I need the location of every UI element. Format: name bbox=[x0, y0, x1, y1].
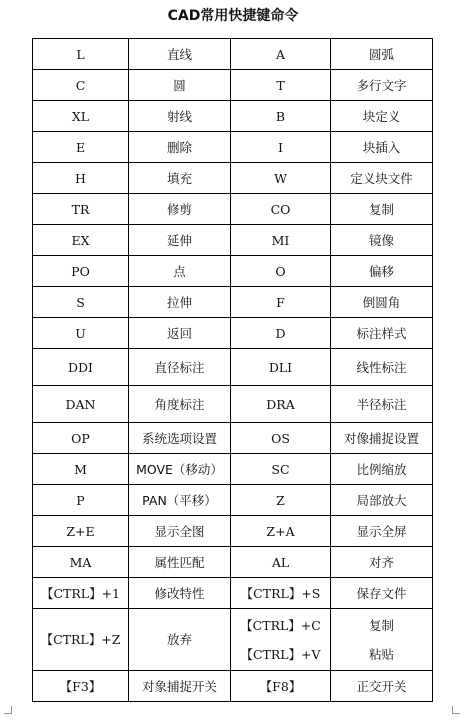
table-row bbox=[33, 163, 433, 194]
table-row bbox=[33, 547, 433, 578]
command-name-cell: 定义块文件 bbox=[331, 163, 433, 194]
command-name-cell: 返回 bbox=[129, 318, 231, 349]
command-name-cell: 直径标注 bbox=[129, 349, 231, 386]
command-name-cell: 属性匹配 bbox=[129, 547, 231, 578]
shortcut-key-cell: DDI bbox=[33, 349, 129, 386]
shortcut-key-cell: OP bbox=[33, 423, 129, 454]
shortcut-key-cell: D bbox=[231, 318, 331, 349]
table-row bbox=[33, 318, 433, 349]
command-name-text: 放弃 bbox=[166, 632, 192, 647]
command-name-cell: 镜像 bbox=[331, 225, 433, 256]
command-name-cell: 圆弧 bbox=[331, 39, 433, 70]
command-name-cell: 偏移 bbox=[331, 256, 433, 287]
table-row bbox=[33, 423, 433, 454]
command-name-text: 复制 bbox=[368, 617, 394, 633]
command-name-cell: 延伸 bbox=[129, 225, 231, 256]
table-row bbox=[33, 454, 433, 485]
shortcut-key-cell: SC bbox=[231, 454, 331, 485]
command-name-cell: 对象捕捉开关 bbox=[129, 671, 231, 702]
shortcut-key-cell: 【CTRL】+S bbox=[231, 578, 331, 609]
shortcut-key-text: 【CTRL】+V bbox=[240, 646, 321, 662]
command-name-cell: 圆 bbox=[129, 70, 231, 101]
table-row bbox=[33, 287, 433, 318]
shortcut-key-cell: U bbox=[33, 318, 129, 349]
command-name-cell: 修剪 bbox=[129, 194, 231, 225]
shortcut-key-cell: EX bbox=[33, 225, 129, 256]
shortcut-key-cell: L bbox=[33, 39, 129, 70]
shortcut-key-cell: A bbox=[231, 39, 331, 70]
shortcut-key-cell: S bbox=[33, 287, 129, 318]
command-name-cell: 显示全屏 bbox=[331, 516, 433, 547]
shortcut-key-cell: 【CTRL】+1 bbox=[33, 578, 129, 609]
table-row bbox=[33, 194, 433, 225]
command-name-cell bbox=[129, 609, 231, 671]
shortcut-key-text: 【CTRL】+C bbox=[240, 617, 321, 633]
table-row bbox=[33, 132, 433, 163]
command-name-cell: 倒圆角 bbox=[331, 287, 433, 318]
shortcut-key-text: 【CTRL】+Z bbox=[40, 632, 121, 647]
command-name-cell: 块插入 bbox=[331, 132, 433, 163]
shortcut-key-cell bbox=[33, 609, 129, 671]
shortcut-key-cell: B bbox=[231, 101, 331, 132]
shortcut-key-cell: DRA bbox=[231, 386, 331, 423]
table-row bbox=[33, 70, 433, 101]
command-name-cell: 填充 bbox=[129, 163, 231, 194]
command-name-cell: 对像捕捉设置 bbox=[331, 423, 433, 454]
shortcut-key-cell: PO bbox=[33, 256, 129, 287]
table-row bbox=[33, 578, 433, 609]
command-name-cell: 显示全图 bbox=[129, 516, 231, 547]
table-row bbox=[33, 386, 433, 423]
table-row bbox=[33, 671, 433, 702]
shortcut-key-cell: TR bbox=[33, 194, 129, 225]
command-name-cell: 局部放大 bbox=[331, 485, 433, 516]
shortcut-key-cell: DAN bbox=[33, 386, 129, 423]
shortcut-key-cell: E bbox=[33, 132, 129, 163]
table-row bbox=[33, 516, 433, 547]
shortcut-key-cell: 【F3】 bbox=[33, 671, 129, 702]
shortcut-key-cell: 【F8】 bbox=[231, 671, 331, 702]
shortcut-table-body bbox=[33, 39, 433, 702]
command-name-cell: 拉伸 bbox=[129, 287, 231, 318]
shortcut-key-cell: Z+E bbox=[33, 516, 129, 547]
shortcut-key-cell: OS bbox=[231, 423, 331, 454]
command-name-cell bbox=[331, 609, 433, 671]
page-corner-mark-left bbox=[4, 706, 12, 714]
command-name-cell: 修改特性 bbox=[129, 578, 231, 609]
shortcut-key-cell: M bbox=[33, 454, 129, 485]
command-name-cell: 保存文件 bbox=[331, 578, 433, 609]
command-name-cell: 多行文字 bbox=[331, 70, 433, 101]
command-name-cell: 对齐 bbox=[331, 547, 433, 578]
shortcut-key-cell: O bbox=[231, 256, 331, 287]
shortcut-key-cell bbox=[231, 609, 331, 671]
command-name-cell: 点 bbox=[129, 256, 231, 287]
shortcut-key-cell: P bbox=[33, 485, 129, 516]
command-name-cell: 比例缩放 bbox=[331, 454, 433, 485]
shortcut-key-cell: Z bbox=[231, 485, 331, 516]
shortcut-key-cell: C bbox=[33, 70, 129, 101]
page-title: CAD常用快捷键命令 bbox=[167, 8, 299, 24]
shortcut-key-cell: AL bbox=[231, 547, 331, 578]
command-name-cell: 正交开关 bbox=[331, 671, 433, 702]
command-name-cell: PAN（平移） bbox=[129, 485, 231, 516]
shortcut-table bbox=[32, 38, 433, 702]
table-row bbox=[33, 101, 433, 132]
command-name-cell: 半径标注 bbox=[331, 386, 433, 423]
command-name-text: 粘贴 bbox=[368, 646, 394, 662]
command-name-cell: 线性标注 bbox=[331, 349, 433, 386]
page-corner-mark-right bbox=[452, 706, 460, 714]
shortcut-key-cell: H bbox=[33, 163, 129, 194]
table-row bbox=[33, 609, 433, 671]
shortcut-key-cell: T bbox=[231, 70, 331, 101]
shortcut-key-cell: MA bbox=[33, 547, 129, 578]
table-row bbox=[33, 349, 433, 386]
command-name-cell: 角度标注 bbox=[129, 386, 231, 423]
shortcut-key-cell: F bbox=[231, 287, 331, 318]
table-row bbox=[33, 39, 433, 70]
command-name-cell: 直线 bbox=[129, 39, 231, 70]
table-row bbox=[33, 485, 433, 516]
table-row bbox=[33, 225, 433, 256]
command-name-cell: 射线 bbox=[129, 101, 231, 132]
command-name-cell: 系统选项设置 bbox=[129, 423, 231, 454]
shortcut-key-cell: Z+A bbox=[231, 516, 331, 547]
table-row bbox=[33, 256, 433, 287]
command-name-cell: 复制 bbox=[331, 194, 433, 225]
command-name-cell: 标注样式 bbox=[331, 318, 433, 349]
shortcut-key-cell: W bbox=[231, 163, 331, 194]
command-name-cell: 删除 bbox=[129, 132, 231, 163]
shortcut-key-cell: XL bbox=[33, 101, 129, 132]
shortcut-key-cell: MI bbox=[231, 225, 331, 256]
shortcut-key-cell: DLI bbox=[231, 349, 331, 386]
command-name-cell: MOVE（移动） bbox=[129, 454, 231, 485]
shortcut-key-cell: CO bbox=[231, 194, 331, 225]
command-name-cell: 块定义 bbox=[331, 101, 433, 132]
shortcut-key-cell: I bbox=[231, 132, 331, 163]
